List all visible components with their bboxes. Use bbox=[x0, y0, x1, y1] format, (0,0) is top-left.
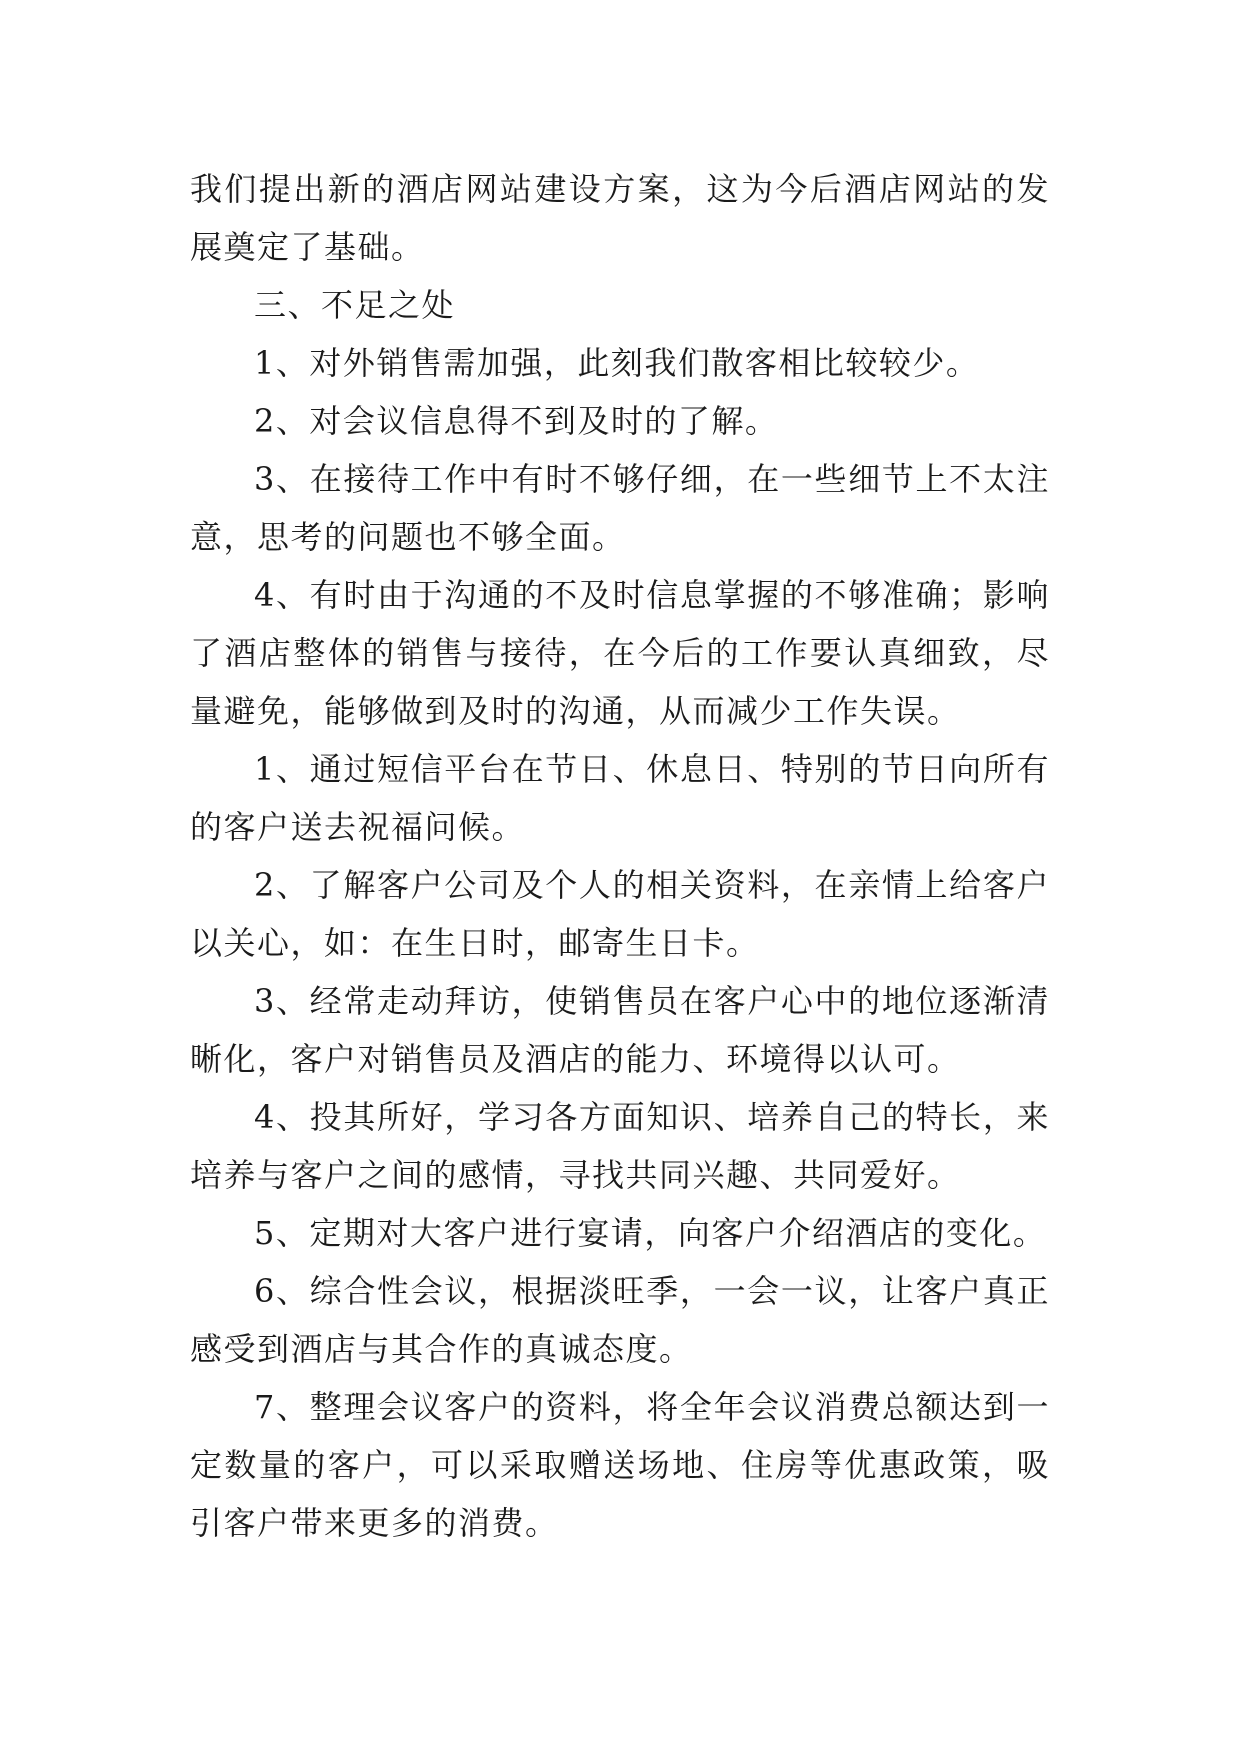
shortcoming-item-2: 2、对会议信息得不到及时的了解。 bbox=[254, 402, 779, 440]
plan-item-7: 7、整理会议客户的资料，将全年会议消费总额达到一定数量的客户，可以采取赠送场地、住房等优惠政策，吸引客户带来更多的消费。 bbox=[190, 1388, 1050, 1542]
plan-item-3: 3、经常走动拜访，使销售员在客户心中的地位逐渐清晰化，客户对销售员及酒店的能力、环境得以认可。 bbox=[190, 982, 1050, 1078]
section-heading-shortcomings: 三、不足之处 bbox=[254, 286, 456, 324]
shortcoming-item-4: 4、有时由于沟通的不及时信息掌握的不够准确；影响了酒店整体的销售与接待，在今后的工作要认真细致，尽量避免，能够做到及时的沟通，从而减少工作失误。 bbox=[190, 576, 1050, 730]
plan-item-6: 6、综合性会议，根据淡旺季，一会一议，让客户真正感受到酒店与其合作的真诚态度。 bbox=[190, 1272, 1050, 1368]
plan-item-1: 1、通过短信平台在节日、休息日、特别的节日向所有的客户送去祝福问候。 bbox=[190, 750, 1050, 846]
shortcoming-item-1: 1、对外销售需加强，此刻我们散客相比较较少。 bbox=[254, 344, 980, 382]
plan-item-2: 2、了解客户公司及个人的相关资料，在亲情上给客户以关心，如：在生日时，邮寄生日卡。 bbox=[190, 866, 1050, 962]
document-page bbox=[190, 160, 1050, 1552]
paragraph-continuation: 我们提出新的酒店网站建设方案，这为今后酒店网站的发展奠定了基础。 bbox=[190, 170, 1050, 266]
plan-item-5: 5、定期对大客户进行宴请，向客户介绍酒店的变化。 bbox=[254, 1214, 1047, 1252]
shortcoming-item-3: 3、在接待工作中有时不够仔细，在一些细节上不太注意，思考的问题也不够全面。 bbox=[190, 460, 1050, 556]
plan-item-4: 4、投其所好，学习各方面知识、培养自己的特长，来培养与客户之间的感情，寻找共同兴趣、共同爱好。 bbox=[190, 1098, 1050, 1194]
